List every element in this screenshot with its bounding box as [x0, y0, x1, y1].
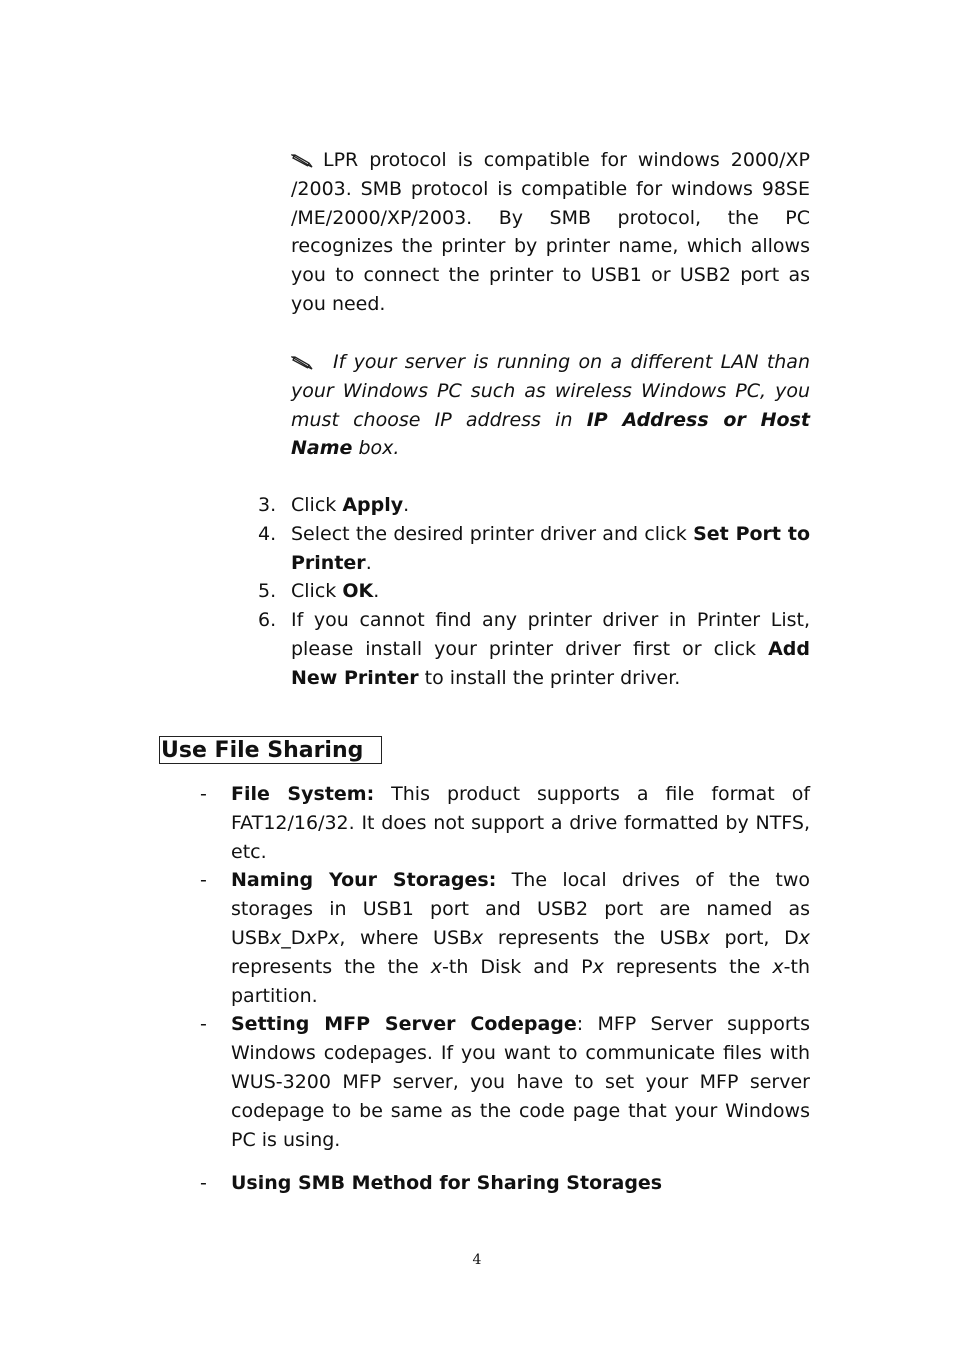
step-text: .: [403, 494, 410, 516]
item-title: Using SMB Method for Sharing Storages: [231, 1172, 663, 1195]
note-lan-bold: IP Address or Host Name: [291, 408, 810, 460]
step-text: .: [373, 580, 380, 603]
item-var: x: [798, 926, 810, 949]
file-sharing-list: [200, 780, 810, 1198]
step-bold: OK: [342, 580, 374, 603]
item-var: x: [698, 926, 710, 949]
step-text: Click: [291, 494, 343, 516]
step-item: [258, 491, 810, 520]
item-var: x: [305, 926, 317, 949]
step-bold: Set Port to Printer: [291, 522, 810, 574]
bullet-dash: -: [200, 1013, 207, 1036]
step-item: [258, 577, 810, 606]
item-var: x: [328, 926, 340, 949]
list-item-file-system: [200, 780, 810, 866]
step-bold: Apply: [342, 494, 404, 516]
item-text: , where USB: [339, 926, 473, 949]
step-text: to install the printer driver.: [418, 666, 681, 689]
page-number: 4: [472, 1252, 482, 1268]
item-var: x: [772, 955, 784, 978]
item-text: P: [316, 926, 329, 949]
pencil-icon: [291, 154, 313, 168]
step-text: .: [365, 551, 372, 574]
item-text: -th Disk and P: [442, 955, 593, 978]
step-text: Select the desired printer driver and click: [291, 522, 694, 545]
item-title: Naming Your Storages:: [231, 869, 497, 892]
step-number: 5.: [258, 580, 277, 603]
step-item: [258, 606, 810, 692]
pencil-icon: [291, 356, 313, 370]
item-text: port, D: [709, 926, 799, 949]
step-bold: Add New Printer: [291, 637, 810, 689]
list-item-naming: [200, 866, 810, 1010]
item-var: x: [430, 955, 443, 978]
bullet-dash: -: [200, 869, 207, 892]
item-text: _D: [281, 926, 306, 949]
item-var: x: [592, 955, 604, 978]
list-item-codepage: [200, 1010, 810, 1154]
note-lan-text-end: box.: [352, 437, 400, 460]
note-lan: [291, 348, 810, 463]
item-title: Setting MFP Server Codepage: [231, 1013, 577, 1036]
step-number: 6.: [258, 609, 277, 632]
item-text: represents the USB: [483, 926, 699, 949]
item-text: This product supports a file format of FAT12/16/32. It does not support a drive formatted by NTFS, etc.: [231, 783, 811, 863]
steps-list: [258, 491, 810, 693]
item-text: represents the: [603, 955, 773, 978]
bullet-dash: -: [200, 783, 207, 805]
item-var: x: [472, 926, 484, 949]
list-item-smb: [200, 1169, 810, 1198]
item-text: -th partition.: [231, 955, 811, 1007]
item-text: represents the the: [231, 955, 431, 978]
step-text: If you cannot find any printer driver in Printer List, please install your printer driver first or click: [291, 609, 810, 660]
item-text: : MFP Server supports Windows codepages. If you want to communicate files with WUS-3200 MFP server, you have to set your MFP server codepage to be same as the code page that your Windows PC is using.: [231, 1013, 810, 1151]
item-text: The local drives of the two storages in USB1 port and USB2 port are named as USB: [231, 869, 810, 949]
note-lpr-text: LPR protocol is compatible for windows 2000/XP /2003. SMB protocol is compatible for windows 98SE /ME/2000/XP/2003. By SMB protocol, the PC recognizes the printer by printer name, which allows you to connect the printer to USB1 or USB2 port as you need.: [291, 149, 810, 315]
step-item: [258, 520, 810, 578]
note-lan-text: If your server is running on a different LAN than your Windows PC such as wireless Windows PC, you must choose IP address in: [291, 351, 810, 431]
step-text: Click: [291, 580, 343, 603]
step-number: 3.: [258, 494, 277, 516]
item-var: x: [270, 926, 282, 949]
bullet-dash: -: [200, 1172, 207, 1195]
note-lpr-smb: [291, 146, 810, 319]
step-number: 4.: [258, 522, 277, 545]
section-heading-use-file-sharing: Use File Sharing: [159, 736, 382, 764]
item-title: File System:: [231, 783, 375, 805]
